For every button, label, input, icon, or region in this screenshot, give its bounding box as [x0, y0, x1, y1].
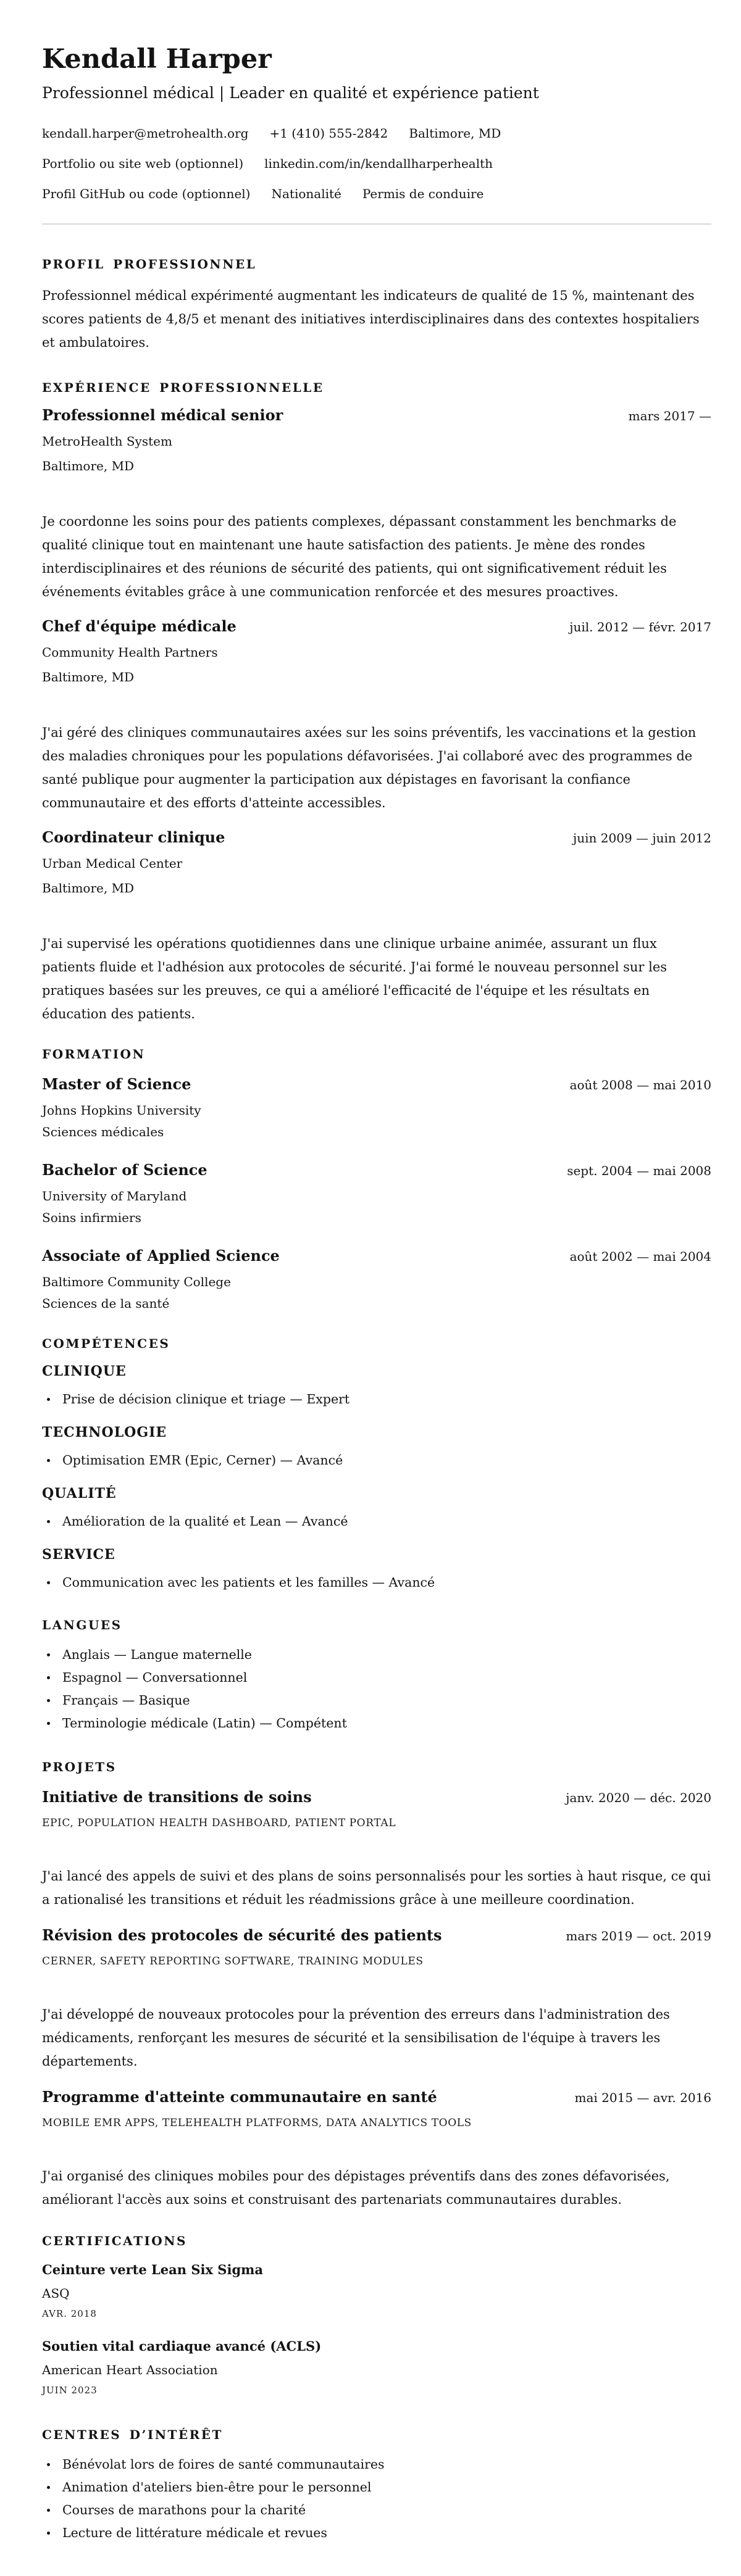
skill-item: Amélioration de la qualité et Lean — Avancé [42, 1510, 711, 1533]
skill-group-technology: TECHNOLOGIE [42, 1424, 167, 1440]
degree-dates: août 2008 — mai 2010 [569, 1078, 711, 1092]
job-company: Community Health Partners [42, 645, 218, 660]
linkedin-text: linkedin.com/in/kendallharperhealth [264, 156, 493, 171]
job-title: Professionnel médical senior [42, 406, 283, 424]
project-entry [42, 1926, 711, 2073]
contact-row-2 [42, 156, 711, 171]
section-heading-skills: COMPÉTENCES [42, 1336, 170, 1351]
skill-group-service: SERVICE [42, 1547, 115, 1563]
project-dates: mars 2019 — oct. 2019 [566, 1929, 711, 1943]
location-text: Baltimore, MD [409, 126, 501, 141]
certification-entry [42, 2262, 711, 2320]
education-header [42, 1161, 711, 1179]
field-of-study: Sciences de la santé [42, 1296, 170, 1311]
language-item: Anglais — Langue maternelle [42, 1643, 711, 1666]
degree-title: Bachelor of Science [42, 1161, 207, 1179]
project-technologies: EPIC, POPULATION HEALTH DASHBOARD, PATIENT PORTAL [42, 1817, 396, 1829]
job-description: J'ai supervisé les opérations quotidiennes dans une clinique urbaine animée, assurant un flux patients fluide et l'adhésion aux protocoles de sécurité. J'ai formé le nouveau personnel sur les pratiques basées sur les preuves, ce qui a amélioré l'efficacité de l'équipe et les résultats en éducation des patients. [42, 936, 668, 1021]
field-of-study: Soins infirmiers [42, 1210, 141, 1225]
job-location: Baltimore, MD [42, 670, 135, 684]
job-company: Urban Medical Center [42, 856, 183, 871]
email-text: kendall.harper@metrohealth.org [42, 126, 249, 141]
skill-list [42, 1388, 711, 1411]
job-header [42, 617, 711, 636]
project-technologies: CERNER, SAFETY REPORTING SOFTWARE, TRAINING MODULES [42, 1955, 424, 1967]
job-company: MetroHealth System [42, 434, 172, 449]
contact-row-1 [42, 126, 711, 141]
education-header [42, 1075, 711, 1094]
section-heading-experience: EXPÉRIENCE PROFESSIONNELLE [42, 380, 324, 395]
skill-group-quality: QUALITÉ [42, 1485, 117, 1502]
education-entry [42, 1247, 711, 1311]
project-entry [42, 1788, 711, 1911]
certification-name: Soutien vital cardiaque avancé (ACLS) [42, 2338, 322, 2354]
project-description: J'ai développé de nouveaux protocoles pour la prévention des erreurs dans l'administration des médicaments, renforçant les mesures de sécurité et la sensibilisation de l'équipe à travers les départements. [42, 2007, 670, 2069]
education-entry [42, 1075, 711, 1140]
school-name: Baltimore Community College [42, 1274, 231, 1289]
github-text: Profil GitHub ou code (optionnel) [42, 186, 251, 201]
skill-item: Prise de décision clinique et triage — Expert [42, 1388, 711, 1411]
job-entry [42, 617, 711, 815]
education-entry [42, 1161, 711, 1226]
certification-name: Ceinture verte Lean Six Sigma [42, 2262, 263, 2277]
project-title: Révision des protocoles de sécurité des patients [42, 1926, 442, 1944]
interest-item: Lecture de littérature médicale et revues [42, 2522, 711, 2545]
project-description: J'ai organisé des cliniques mobiles pour des dépistages préventifs dans des zones défavorisées, améliorant l'accès aux soins et construisant des partenariats communautaires durables. [42, 2169, 670, 2207]
project-dates: mai 2015 — avr. 2016 [574, 2090, 711, 2105]
degree-title: Master of Science [42, 1075, 191, 1093]
skill-list [42, 1449, 711, 1472]
field-of-study: Sciences médicales [42, 1124, 164, 1139]
driving-license-text: Permis de conduire [362, 186, 484, 201]
job-description: Je coordonne les soins pour des patients complexes, dépassant constamment les benchmarks de qualité clinique tout en maintenant une haute satisfaction des patients. Je mène des rondes interdisciplinaires et des réunions de sécurité des patients, qui ont significativement réduit les événements évitables grâce à une communication renforcée et des mesures proactives. [42, 514, 677, 599]
project-title: Initiative de transitions de soins [42, 1788, 312, 1806]
project-header [42, 2088, 711, 2106]
project-description: J'ai lancé des appels de suivi et des plans de soins personnalisés pour les sorties à haut risque, ce qui a rationalisé les transitions et réduit les réadmissions grâce à une meilleure coordination. [42, 1869, 711, 1907]
project-entry [42, 2088, 711, 2211]
job-description: J'ai géré des cliniques communautaires axées sur les soins préventifs, les vaccinations et la gestion des maladies chroniques pour les populations défavorisées. J'ai collaboré avec des programmes de santé publique pour augmenter la participation aux dépistages en favorisant la confiance communautaire et des efforts d'atteinte accessibles. [42, 725, 697, 810]
school-name: University of Maryland [42, 1189, 187, 1203]
section-heading-profile: PROFIL PROFESSIONNEL [42, 257, 257, 272]
job-dates: juin 2009 — juin 2012 [573, 831, 711, 846]
interest-list [42, 2453, 711, 2545]
skill-item: Communication avec les patients et les familles — Avancé [42, 1571, 711, 1594]
skill-group-clinical: CLINIQUE [42, 1363, 127, 1379]
degree-title: Associate of Applied Science [42, 1247, 280, 1265]
section-heading-languages: LANGUES [42, 1618, 122, 1632]
skill-item: Optimisation EMR (Epic, Cerner) — Avancé [42, 1449, 711, 1472]
language-item: Espagnol — Conversationnel [42, 1666, 711, 1689]
degree-dates: août 2002 — mai 2004 [569, 1249, 711, 1264]
section-heading-certifications: CERTIFICATIONS [42, 2233, 187, 2248]
skill-list [42, 1571, 711, 1594]
profile-summary: Professionnel médical expérimenté augmentant les indicateurs de qualité de 15 %, maintenant des scores patients de 4,8/5 et menant des initiatives interdisciplinaires dans des contextes hospitaliers et ambulatoires. [42, 288, 700, 350]
job-title: Chef d'équipe médicale [42, 617, 237, 635]
certification-date: AVR. 2018 [42, 2308, 97, 2319]
nationality-text: Nationalité [271, 186, 341, 201]
language-item: Terminologie médicale (Latin) — Compétent [42, 1712, 711, 1735]
degree-dates: sept. 2004 — mai 2008 [567, 1163, 711, 1178]
project-title: Programme d'atteinte communautaire en santé [42, 2088, 437, 2106]
certification-entry [42, 2338, 711, 2396]
job-title: Coordinateur clinique [42, 828, 225, 846]
job-header [42, 406, 711, 425]
portfolio-text: Portfolio ou site web (optionnel) [42, 156, 244, 171]
skill-list [42, 1510, 711, 1533]
project-header [42, 1926, 711, 1945]
job-dates: juil. 2012 — févr. 2017 [569, 620, 711, 634]
language-item: Français — Basique [42, 1689, 711, 1712]
job-location: Baltimore, MD [42, 459, 135, 473]
school-name: Johns Hopkins University [42, 1103, 201, 1118]
header-divider [42, 223, 711, 225]
language-list [42, 1643, 711, 1735]
section-heading-interests: CENTRES D’INTÉRÊT [42, 2427, 223, 2442]
interest-item: Bénévolat lors de foires de santé communautaires [42, 2453, 711, 2476]
section-heading-education: FORMATION [42, 1047, 146, 1062]
person-name: Kendall Harper [42, 44, 272, 75]
job-header [42, 828, 711, 847]
education-header [42, 1247, 711, 1265]
certification-date: JUIN 2023 [42, 2385, 98, 2396]
contact-row-3 [42, 186, 711, 201]
certification-issuer: ASQ [42, 2286, 70, 2301]
job-dates: mars 2017 — [628, 409, 711, 423]
job-entry [42, 406, 711, 604]
section-heading-projects: PROJETS [42, 1760, 117, 1774]
certification-issuer: American Heart Association [42, 2362, 218, 2377]
tagline: Professionnel médical | Leader en qualité et expérience patient [42, 84, 539, 102]
interest-item: Animation d'ateliers bien-être pour le personnel [42, 2476, 711, 2499]
job-location: Baltimore, MD [42, 881, 135, 895]
project-header [42, 1788, 711, 1806]
interest-item: Courses de marathons pour la charité [42, 2499, 711, 2522]
phone-text: +1 (410) 555-2842 [269, 126, 388, 141]
project-dates: janv. 2020 — déc. 2020 [566, 1790, 711, 1805]
job-entry [42, 828, 711, 1026]
project-technologies: MOBILE EMR APPS, TELEHEALTH PLATFORMS, DATA ANALYTICS TOOLS [42, 2117, 472, 2129]
